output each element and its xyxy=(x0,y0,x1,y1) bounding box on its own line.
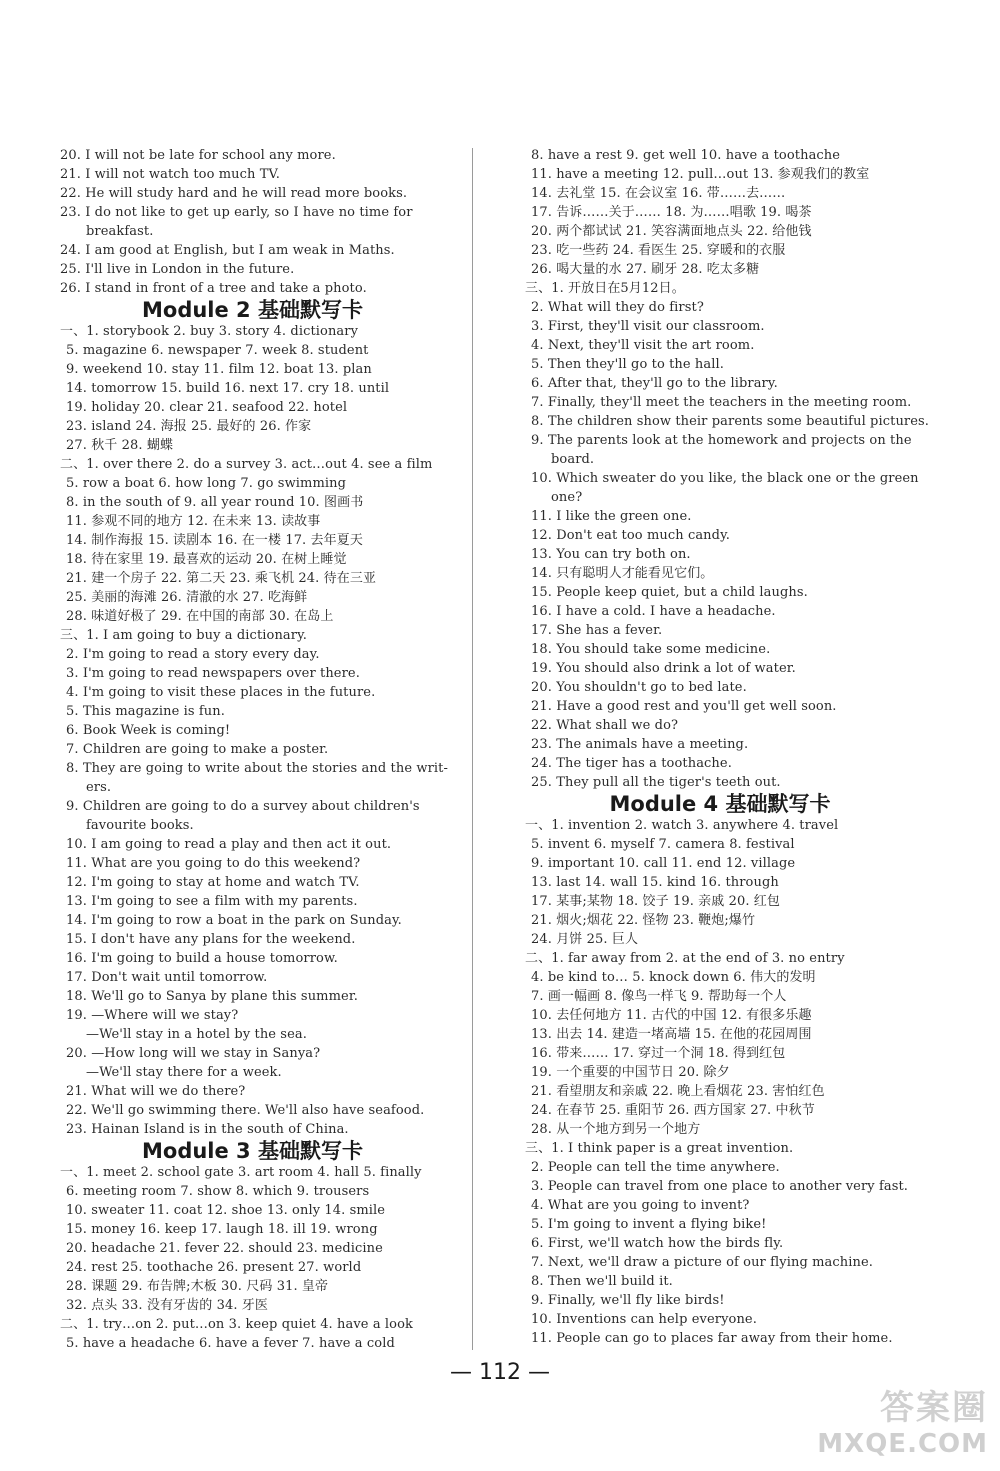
answer-line: 26. I stand in front of a tree and take a photo. xyxy=(60,281,367,296)
answer-line: 24. The tiger has a toothache. xyxy=(531,756,732,771)
answer-line: 21. 烟火;烟花 22. 怪物 23. 鞭炮;爆竹 xyxy=(531,913,756,928)
answer-line: 16. I'm going to build a house tomorrow. xyxy=(66,951,338,966)
answer-line: 26. 喝大量的水 27. 刷牙 28. 吃太多糖 xyxy=(531,262,760,277)
answer-line: 14. tomorrow 15. build 16. next 17. cry 18. until xyxy=(66,381,390,396)
answer-line: 4. I'm going to visit these places in the future. xyxy=(66,685,376,700)
answer-line: 21. I will not watch too much TV. xyxy=(60,167,280,182)
answer-line: 3. I'm going to read newspapers over there. xyxy=(66,666,360,681)
answer-line: 12. Don't eat too much candy. xyxy=(531,528,731,543)
answer-line: 10. sweater 11. coat 12. shoe 13. only 14. smile xyxy=(66,1203,386,1218)
answer-line: 17. She has a fever. xyxy=(531,623,663,638)
answer-line: 25. They pull all the tiger's teeth out. xyxy=(531,775,781,790)
answer-line: 15. money 16. keep 17. laugh 18. ill 19. wrong xyxy=(66,1222,378,1237)
answer-line: 二、1. over there 2. do a survey 3. act…out 4. see a film xyxy=(60,457,433,472)
answer-line: 5. row a boat 6. how long 7. go swimming xyxy=(66,476,347,491)
answer-line: 16. I have a cold. I have a headache. xyxy=(531,604,776,619)
answer-continuation: board. xyxy=(551,452,595,467)
answer-line: 11. What are you going to do this weekend? xyxy=(66,856,361,871)
answer-line: 21. What will we do there? xyxy=(66,1084,246,1099)
answer-line: 9. Finally, we'll fly like birds! xyxy=(531,1293,725,1308)
answer-line: 10. Which sweater do you like, the black one or the green xyxy=(531,471,919,486)
answer-line: 19. 一个重要的中国节日 20. 除夕 xyxy=(531,1065,730,1080)
answer-line: 一、1. storybook 2. buy 3. story 4. dictionary xyxy=(60,324,359,339)
answer-line: 21. 建一个房子 22. 第二天 23. 乘飞机 24. 待在三亚 xyxy=(66,571,377,586)
answer-line: 5. have a headache 6. have a fever 7. have a cold xyxy=(66,1336,395,1351)
watermark xyxy=(817,1380,988,1459)
answer-line: 9. Children are going to do a survey about children's xyxy=(66,799,420,814)
answer-line: 19. You should also drink a lot of water. xyxy=(531,661,796,676)
answer-line: 21. 看望朋友和亲戚 22. 晚上看烟花 23. 害怕红色 xyxy=(531,1084,825,1099)
answer-line: 18. We'll go to Sanya by plane this summer. xyxy=(66,989,358,1004)
answer-line: 23. island 24. 海报 25. 最好的 26. 作家 xyxy=(66,419,312,434)
answer-line: 19. holiday 20. clear 21. seafood 22. hotel xyxy=(66,400,348,415)
answer-line: 7. Finally, they'll meet the teachers in the meeting room. xyxy=(531,395,912,410)
answer-line: 27. 秋千 28. 蝴蝶 xyxy=(66,438,174,453)
answer-line: 2. People can tell the time anywhere. xyxy=(531,1160,780,1175)
answer-line: 2. I'm going to read a story every day. xyxy=(66,647,320,662)
module-heading: Module 2 基础默写卡 xyxy=(142,298,363,322)
answer-line: 8. have a rest 9. get well 10. have a toothache xyxy=(531,148,841,163)
page-number: — 112 — xyxy=(450,1360,550,1385)
answer-line: 7. Next, we'll draw a picture of our flying machine. xyxy=(531,1255,873,1270)
answer-line: 20. You shouldn't go to bed late. xyxy=(531,680,747,695)
answer-line: 14. 只有聪明人才能看见它们。 xyxy=(531,566,714,581)
answer-line: 二、1. try…on 2. put…on 3. keep quiet 4. have a look xyxy=(60,1317,413,1332)
answer-line: 5. magazine 6. newspaper 7. week 8. student xyxy=(66,343,369,358)
answer-line: 4. Next, they'll visit the art room. xyxy=(531,338,755,353)
column-divider xyxy=(472,148,473,1350)
answer-line: 24. I am good at English, but I am weak in Maths. xyxy=(60,243,395,258)
watermark-url: MXQE.COM xyxy=(817,1429,988,1459)
answer-line: 20. 两个都试试 21. 笑容满面地点头 22. 给他钱 xyxy=(531,224,812,239)
answer-line: 28. 味道好极了 29. 在中国的南部 30. 在岛上 xyxy=(66,609,334,624)
answer-line: 4. be kind to… 5. knock down 6. 伟大的发明 xyxy=(531,970,816,985)
answer-line: 4. What are you going to invent? xyxy=(531,1198,750,1213)
right-column xyxy=(525,146,930,1348)
answer-continuation: —We'll stay in a hotel by the sea. xyxy=(86,1027,307,1042)
answer-line: 18. 待在家里 19. 最喜欢的运动 20. 在树上睡觉 xyxy=(66,552,347,567)
answer-line: 21. Have a good rest and you'll get well soon. xyxy=(531,699,837,714)
answer-line: 10. 去任何地方 11. 古代的中国 12. 有很多乐趣 xyxy=(531,1008,812,1023)
answer-line: 9. The parents look at the homework and projects on the xyxy=(531,433,912,448)
answer-line: 11. People can go to places far away from their home. xyxy=(531,1331,893,1346)
answer-line: 15. People keep quiet, but a child laughs. xyxy=(531,585,808,600)
answer-line: 6. After that, they'll go to the library. xyxy=(531,376,778,391)
answer-line: 3. People can travel from one place to another very fast. xyxy=(531,1179,909,1194)
answer-line: 15. I don't have any plans for the weekend. xyxy=(66,932,356,947)
answer-line: 一、1. invention 2. watch 3. anywhere 4. travel xyxy=(525,818,839,833)
answer-line: 23. The animals have a meeting. xyxy=(531,737,749,752)
answer-line: 14. I'm going to row a boat in the park on Sunday. xyxy=(66,913,402,928)
answer-line: 9. important 10. call 11. end 12. village xyxy=(531,856,796,871)
answer-line: 5. This magazine is fun. xyxy=(66,704,225,719)
answer-line: 14. 去礼堂 15. 在会议室 16. 带……去…… xyxy=(531,186,786,201)
answer-line: 25. 美丽的海滩 26. 清澈的水 27. 吃海鲜 xyxy=(66,590,308,605)
answer-line: 13. last 14. wall 15. kind 16. through xyxy=(531,875,779,890)
answer-line: 13. You can try both on. xyxy=(531,547,691,562)
answer-line: 11. I like the green one. xyxy=(531,509,692,524)
answer-line: 二、1. far away from 2. at the end of 3. no entry xyxy=(525,951,845,966)
answer-line: 6. Book Week is coming! xyxy=(66,723,231,738)
answer-line: 13. I'm going to see a film with my parents. xyxy=(66,894,358,909)
answer-line: 7. 画一幅画 8. 像鸟一样飞 9. 帮助每一个人 xyxy=(531,989,787,1004)
answer-continuation: one? xyxy=(551,490,583,505)
answer-continuation: —We'll stay there for a week. xyxy=(86,1065,282,1080)
answer-line: 三、1. I am going to buy a dictionary. xyxy=(60,628,308,643)
answer-line: 22. What shall we do? xyxy=(531,718,679,733)
answer-line: 20. I will not be late for school any more. xyxy=(60,148,336,163)
answer-line: 8. in the south of 9. all year round 10. 图画书 xyxy=(66,495,364,510)
answer-line: 5. Then they'll go to the hall. xyxy=(531,357,724,372)
answer-line: 19. —Where will we stay? xyxy=(66,1008,239,1023)
answer-line: 一、1. meet 2. school gate 3. art room 4. hall 5. finally xyxy=(60,1165,422,1180)
answer-line: 8. The children show their parents some beautiful pictures. xyxy=(531,414,930,429)
answer-line: 14. 制作海报 15. 读剧本 16. 在一楼 17. 去年夏天 xyxy=(66,533,363,548)
answer-line: 三、1. 开放日在5月12日。 xyxy=(525,281,685,296)
answer-line: 24. rest 25. toothache 26. present 27. world xyxy=(66,1260,362,1275)
answer-continuation: breakfast. xyxy=(86,224,154,239)
answer-continuation: favourite books. xyxy=(86,818,194,833)
answer-line: 5. invent 6. myself 7. camera 8. festival xyxy=(531,837,795,852)
answer-line: 10. Inventions can help everyone. xyxy=(531,1312,757,1327)
answer-line: 20. headache 21. fever 22. should 23. medicine xyxy=(66,1241,383,1256)
answer-line: 7. Children are going to make a poster. xyxy=(66,742,329,757)
answer-line: 9. weekend 10. stay 11. film 12. boat 13. plan xyxy=(66,362,372,377)
answer-line: 5. I'm going to invent a flying bike! xyxy=(531,1217,767,1232)
answer-continuation: ers. xyxy=(86,780,112,795)
answer-line: 25. I'll live in London in the future. xyxy=(60,262,295,277)
answer-line: 三、1. I think paper is a great invention. xyxy=(525,1141,794,1156)
module-heading: Module 4 基础默写卡 xyxy=(609,792,831,816)
answer-line: 17. 某事;某物 18. 饺子 19. 亲戚 20. 红包 xyxy=(531,894,781,909)
answer-line: 11. 参观不同的地方 12. 在未来 13. 读故事 xyxy=(66,514,321,529)
answer-line: 8. They are going to write about the stories and the writ- xyxy=(66,761,448,776)
answer-line: 6. meeting room 7. show 8. which 9. trousers xyxy=(66,1184,370,1199)
answer-line: 23. Hainan Island is in the south of China. xyxy=(66,1122,349,1137)
answer-line: 2. What will they do first? xyxy=(531,300,704,315)
answer-line: 11. have a meeting 12. pull…out 13. 参观我们的教室 xyxy=(531,167,870,182)
answer-line: 12. I'm going to stay at home and watch TV. xyxy=(66,875,360,890)
answer-line: 10. I am going to read a play and then act it out. xyxy=(66,837,392,852)
answer-line: 32. 点头 33. 没有牙齿的 34. 牙医 xyxy=(66,1298,268,1313)
answer-line: 20. —How long will we stay in Sanya? xyxy=(66,1046,321,1061)
answer-line: 16. 带来…… 17. 穿过一个洞 18. 得到红包 xyxy=(531,1046,786,1061)
answer-line: 18. You should take some medicine. xyxy=(531,642,771,657)
answer-line: 24. 在春节 25. 重阳节 26. 西方国家 27. 中秋节 xyxy=(531,1103,815,1118)
answer-line: 6. First, we'll watch how the birds fly. xyxy=(531,1236,784,1251)
answer-line: 28. 课题 29. 布告牌;木板 30. 尺码 31. 皇帝 xyxy=(66,1279,329,1294)
answer-line: 24. 月饼 25. 巨人 xyxy=(531,932,639,947)
answer-line: 22. He will study hard and he will read more books. xyxy=(60,186,408,201)
answer-line: 8. Then we'll build it. xyxy=(531,1274,673,1289)
answer-line: 17. 告诉……关于…… 18. 为……唱歌 19. 喝茶 xyxy=(531,205,812,220)
answer-line: 17. Don't wait until tomorrow. xyxy=(66,970,268,985)
left-column xyxy=(60,146,448,1353)
module-heading: Module 3 基础默写卡 xyxy=(142,1139,363,1163)
answer-line: 28. 从一个地方到另一个地方 xyxy=(531,1122,701,1137)
answer-line: 23. I do not like to get up early, so I have no time for xyxy=(60,205,413,220)
answer-line: 22. We'll go swimming there. We'll also have seafood. xyxy=(66,1103,425,1118)
watermark-logo: 答案圈 xyxy=(880,1388,988,1428)
answer-line: 3. First, they'll visit our classroom. xyxy=(531,319,765,334)
answer-line: 23. 吃一些药 24. 看医生 25. 穿暖和的衣服 xyxy=(531,243,786,258)
answer-line: 13. 出去 14. 建造一堵高墙 15. 在他的花园周围 xyxy=(531,1027,812,1042)
